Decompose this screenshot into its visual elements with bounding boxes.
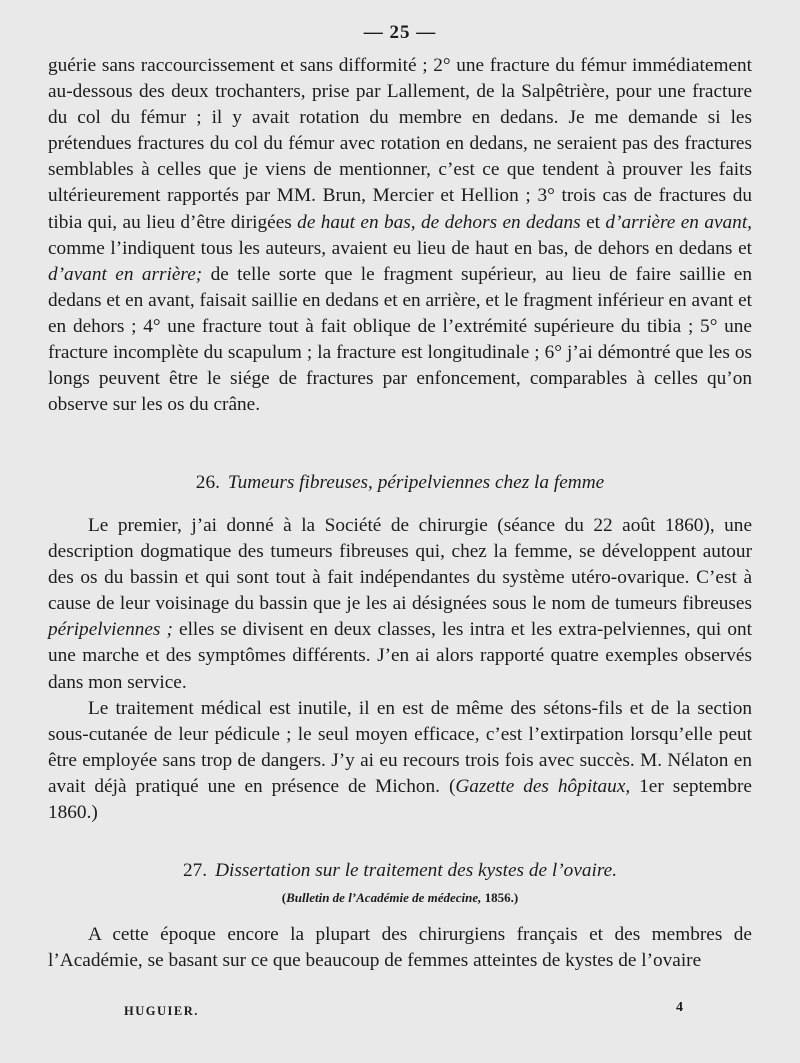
section-27-title: Dissertation sur le traitement des kystes de l’ovaire.: [215, 860, 618, 881]
body-block-1: [48, 53, 752, 418]
paragraph-fractures: [48, 53, 752, 418]
section-26-number: 26.: [195, 472, 220, 493]
section-27-heading: [0, 858, 800, 884]
footer-signature-mark: 4: [676, 1000, 683, 1015]
text-run: Le traitement médical est inutile, il en est de même des sétons-fils et de la section sous-cutanée de leur pédicule ; le seul moyen efficace, c’est l’extirpation lorsqu’elle peut être employée sans trop de dangers. J’y ai eu recours trois fois avec succès. M. Nélaton en avait déjà pratiqué une en présence de Michon. (: [48, 697, 752, 797]
italic-run: de haut en bas, de dehors en dedans: [297, 211, 581, 233]
section-27-number: 27.: [182, 860, 208, 881]
text-run: elles se divisent en deux classes, les intra et les extra-pelviennes, qui ont une marche et des symptômes différents. J’en ai alors rapporté quatre exemples observés dans mon service.: [48, 619, 753, 693]
paragraph-traitement: [48, 696, 752, 826]
section-26-title: Tumeurs fibreuses, péripelviennes chez la femme: [227, 472, 605, 493]
italic-run: Gazette des hôpitaux,: [455, 775, 631, 797]
section-26-heading: [0, 470, 800, 496]
body-block-3: [48, 922, 752, 974]
italic-run: d’arrière en avant,: [605, 211, 752, 233]
paragraph-kystes: [48, 922, 752, 974]
body-block-2: [48, 513, 752, 826]
text-run: comme l’indiquent tous les auteurs, avaient eu lieu de haut en bas, de dehors en dedans et: [48, 237, 752, 259]
reference-journal: Bulletin de l’Académie de médecine,: [286, 890, 482, 905]
text-run: 1er septembre 1860.): [48, 775, 752, 824]
page-number: — 25 —: [363, 22, 437, 43]
text-run: guérie sans raccourcissement et sans difformité ; 2° une fracture du fémur immédiatement au-dessous des deux trochanters, prise par Lallement, de la Salpêtrière, pour une fracture du col du fémur ; il y avait rotation du membre en dedans. Je me demande si les prétendues fractures du col du fémur avec rotation en dedans, ne seraient pas des fractures semblables à celles que je viens de mentionner, c’est ce que tendent à prouver les faits ultérieurement rapportés par MM. Brun, Mercier et Hellion ; 3° trois cas de fractures du tibia qui, au lieu d’être dirigées: [48, 55, 752, 233]
footer-author: HUGUIER.: [124, 1004, 199, 1018]
paragraph-tumeurs: [48, 513, 752, 696]
italic-run: péripelviennes ;: [48, 619, 173, 641]
text-run: et: [580, 211, 606, 233]
reference-open: (: [281, 890, 287, 905]
italic-run: d’avant en arrière;: [48, 263, 203, 285]
reference-year: 1856.): [481, 890, 519, 905]
text-run: Le premier, j’ai donné à la Société de chirurgie (séance du 22 août 1860), une description dogmatique des tumeurs fibreuses qui, chez la femme, se développent autour des os du bassin et qui sont tout à fait indépendantes du système utéro-ovarique. C’est à cause de leur voisinage du bassin que je les ai désignées sous le nom de tumeurs fibreuses: [48, 515, 752, 615]
text-run: A cette époque encore la plupart des chirurgiens français et des membres de l’Académie, se basant sur ce que beaucoup de femmes atteintes de kystes de l’ovaire: [48, 924, 752, 972]
text-run: de telle sorte que le fragment supérieur, au lieu de faire saillie en dedans et en avant, faisait saillie en dedans et en arrière, et le fragment inférieur en avant et en dehors ; 4° une fracture tout à fait oblique de l’extrémité supérieure du tibia ; 5° une fracture incomplète du scapulum ; la fracture est longitudinale ; 6° j’ai démontré que les os longs peuvent être le siége de fractures par enfoncement, comparables à celles qu’on observe sur les os du crâne.: [48, 263, 752, 416]
section-27-reference: [0, 890, 800, 906]
